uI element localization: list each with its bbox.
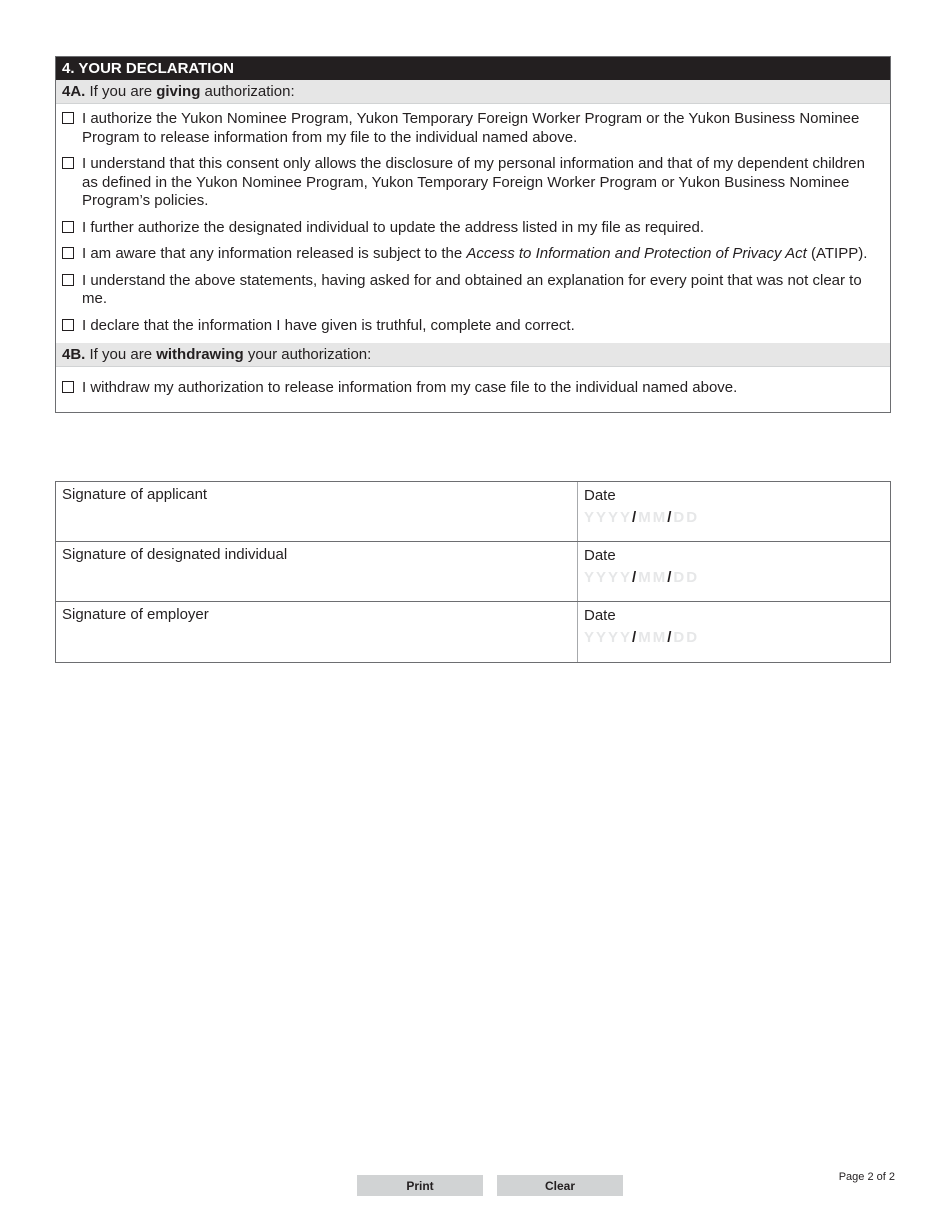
- declaration-section: [55, 56, 891, 413]
- clear-button[interactable]: Clear: [497, 1175, 623, 1196]
- date-label-designated: Date: [584, 547, 616, 564]
- signature-label-applicant: Signature of applicant: [62, 486, 208, 503]
- section-4a-header: [56, 80, 890, 104]
- date-cell-designated: [578, 542, 890, 601]
- section-4a-items: [56, 104, 890, 335]
- date-label-employer: Date: [584, 607, 616, 624]
- date-input-applicant[interactable]: [584, 509, 884, 527]
- print-button[interactable]: Print: [357, 1175, 483, 1196]
- declaration-item-understand: [62, 272, 884, 309]
- section-4a-label: 4A.: [62, 83, 86, 100]
- declaration-item-authorize: [62, 110, 884, 147]
- atipp-act-name: Access to Information and Protection of Privacy Act: [466, 245, 807, 262]
- declaration-item-withdraw: [62, 379, 884, 398]
- date-separator: /: [632, 509, 639, 526]
- date-day-placeholder: DD: [673, 509, 700, 526]
- signature-row-applicant: [56, 482, 890, 542]
- signature-table: [55, 481, 891, 663]
- date-month-placeholder: MM: [638, 569, 668, 586]
- declaration-item-address: [62, 219, 884, 238]
- date-day-placeholder: DD: [673, 569, 700, 586]
- date-month-placeholder: MM: [638, 629, 668, 646]
- checkbox-understand[interactable]: [62, 274, 74, 286]
- signature-field-employer[interactable]: [56, 602, 578, 662]
- declaration-item-consent: [62, 155, 884, 211]
- date-separator: /: [667, 569, 674, 586]
- section-4a-emphasis: giving: [156, 83, 201, 100]
- date-year-placeholder: YYYY: [584, 569, 633, 586]
- date-separator: /: [667, 509, 674, 526]
- date-label-applicant: Date: [584, 487, 616, 504]
- declaration-text-address: I further authorize the designated individual to update the address listed in my file as required.: [82, 218, 705, 236]
- section-4b-emphasis: withdrawing: [156, 346, 244, 363]
- declaration-text-understand: I understand the above statements, having asked for and obtained an explanation for every point that was not clear to me.: [82, 271, 862, 307]
- date-input-employer[interactable]: [584, 629, 884, 647]
- checkbox-address[interactable]: [62, 221, 74, 233]
- section-4a-suffix: authorization:: [200, 83, 295, 100]
- section-4b-items: [56, 367, 890, 412]
- date-year-placeholder: YYYY: [584, 629, 633, 646]
- section-4b-prefix: If you are: [85, 346, 157, 363]
- date-separator: /: [667, 629, 674, 646]
- section-4b-label: 4B.: [62, 346, 86, 363]
- date-separator: /: [632, 569, 639, 586]
- declaration-title: 4. YOUR DECLARATION: [56, 57, 890, 80]
- date-year-placeholder: YYYY: [584, 509, 633, 526]
- declaration-text-withdraw: I withdraw my authorization to release information from my case file to the individual named above.: [82, 379, 738, 396]
- signature-field-applicant[interactable]: [56, 482, 578, 541]
- section-4a-prefix: If you are: [85, 83, 157, 100]
- atipp-suffix: (ATIPP).: [806, 245, 868, 262]
- date-cell-applicant: [578, 482, 890, 541]
- checkbox-atipp[interactable]: [62, 247, 74, 259]
- checkbox-authorize[interactable]: [62, 112, 74, 124]
- checkbox-consent[interactable]: [62, 157, 74, 169]
- declaration-text-atipp: [82, 245, 884, 264]
- section-4b-header: [56, 343, 890, 367]
- signature-row-designated: [56, 542, 890, 602]
- declaration-text-consent: I understand that this consent only allows the disclosure of my personal information and that of my dependent children as defined in the Yukon Nominee Program, Yukon Temporary Foreign Worker Program or Yukon Business Nominee Program’s policies.: [82, 155, 865, 209]
- signature-row-employer: [56, 602, 890, 662]
- date-cell-employer: [578, 602, 890, 662]
- declaration-text-authorize: I authorize the Yukon Nominee Program, Yukon Temporary Foreign Worker Program or the Yukon Business Nominee Program to release information from my file to the individual named above.: [82, 110, 860, 146]
- section-4b-suffix: your authorization:: [243, 346, 372, 363]
- declaration-item-truthful: [62, 317, 884, 336]
- checkbox-truthful[interactable]: [62, 319, 74, 331]
- atipp-prefix: I am aware that any information released is subject to the: [82, 245, 467, 262]
- page-number: Page 2 of 2: [838, 1171, 895, 1183]
- signature-label-designated: Signature of designated individual: [62, 546, 288, 563]
- declaration-item-atipp: [62, 245, 884, 264]
- date-month-placeholder: MM: [638, 509, 668, 526]
- date-day-placeholder: DD: [673, 629, 700, 646]
- date-separator: /: [632, 629, 639, 646]
- checkbox-withdraw[interactable]: [62, 381, 74, 393]
- signature-label-employer: Signature of employer: [62, 606, 209, 623]
- date-input-designated[interactable]: [584, 569, 884, 587]
- declaration-text-truthful: I declare that the information I have given is truthful, complete and correct.: [82, 316, 575, 334]
- signature-field-designated[interactable]: [56, 542, 578, 601]
